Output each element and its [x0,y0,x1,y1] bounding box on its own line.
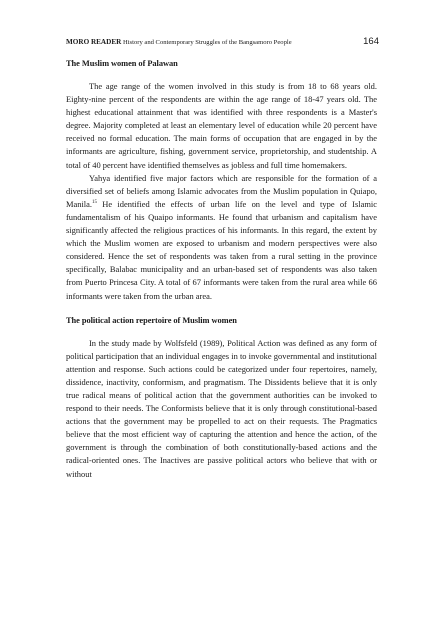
section-spacer [66,303,377,316]
book-subtitle: History and Contemporary Struggles of the Bangsamoro People [121,39,292,46]
running-head [66,36,377,47]
footnote-marker: 15 [92,200,98,206]
document-page [66,36,377,481]
book-title-bold: MORO READER [66,38,122,46]
paragraph-age-range: The age range of the women involved in this study is from 18 to 68 years old. Eighty-nine percent of the respondents are within the age range of 18-47 years old. The highest educational attainment that was identified with three respondents is a Master's degree. Majority completed at least an elementary level of education while 20 percent have received no formal education. The main forms of occupation that are engaged in by the informants are agriculture, fishing, government service, proprietorship, and studentship. A total of 40 percent have identified themselves as jobless and full time homemakers. [66,81,377,170]
paragraph-yahya-text-b: He identified the effects of urban life on the level and type of Islamic fundamentalism of his Quaipo informants. He found that urbanism and capitalism have significantly affected the religious practices of his informants. In this regard, the extent by which the Muslim women are exposed to urbanism and modern perspectives were also considered. Hence the set of respondents was taken from a rural setting in the province specifically, Balabac municipality and an urban-based set of respondents was also taken from Puerto Princesa City. A total of 67 informants were taken from the rural area while 66 informants were taken from the urban area. [66,198,377,301]
paragraph-yahya [66,172,377,303]
book-title [66,38,292,46]
paragraph-wolfsfeld: In the study made by Wolfsfeld (1989), Political Action was defined as any form of political participation that an individual engages in to invoke governmental and institutional attention and response. Such actions could be categorized under four repertoires, namely, dissidence, inactivity, conformism, and pragmatism. The Dissidents believe that it is only true radical means of political action that the government authorities can be invoked to respond to their needs. The Conformists believe that it is only through constitutional-based actions that the government may be propelled to act on their requests. The Pragmatics believe that the most efficient way of capturing the attention and hence the action, of the government is through the combination of both constitutionally-based actions and the radical-oriented ones. The Inactives are passive political actors who believe that with or without [66,337,377,479]
page-number: 164 [363,36,379,47]
paragraph-yahya-text-a: Yahya identified five major factors which are responsible for the formation of a diversified set of beliefs among Islamic advocates from the Muslim population in Quiapo, Manila. [66,172,377,209]
section-heading-muslim-women-palawan: The Muslim women of Palawan [66,59,178,68]
section-heading-political-action: The political action repertoire of Muslim women [66,315,237,325]
